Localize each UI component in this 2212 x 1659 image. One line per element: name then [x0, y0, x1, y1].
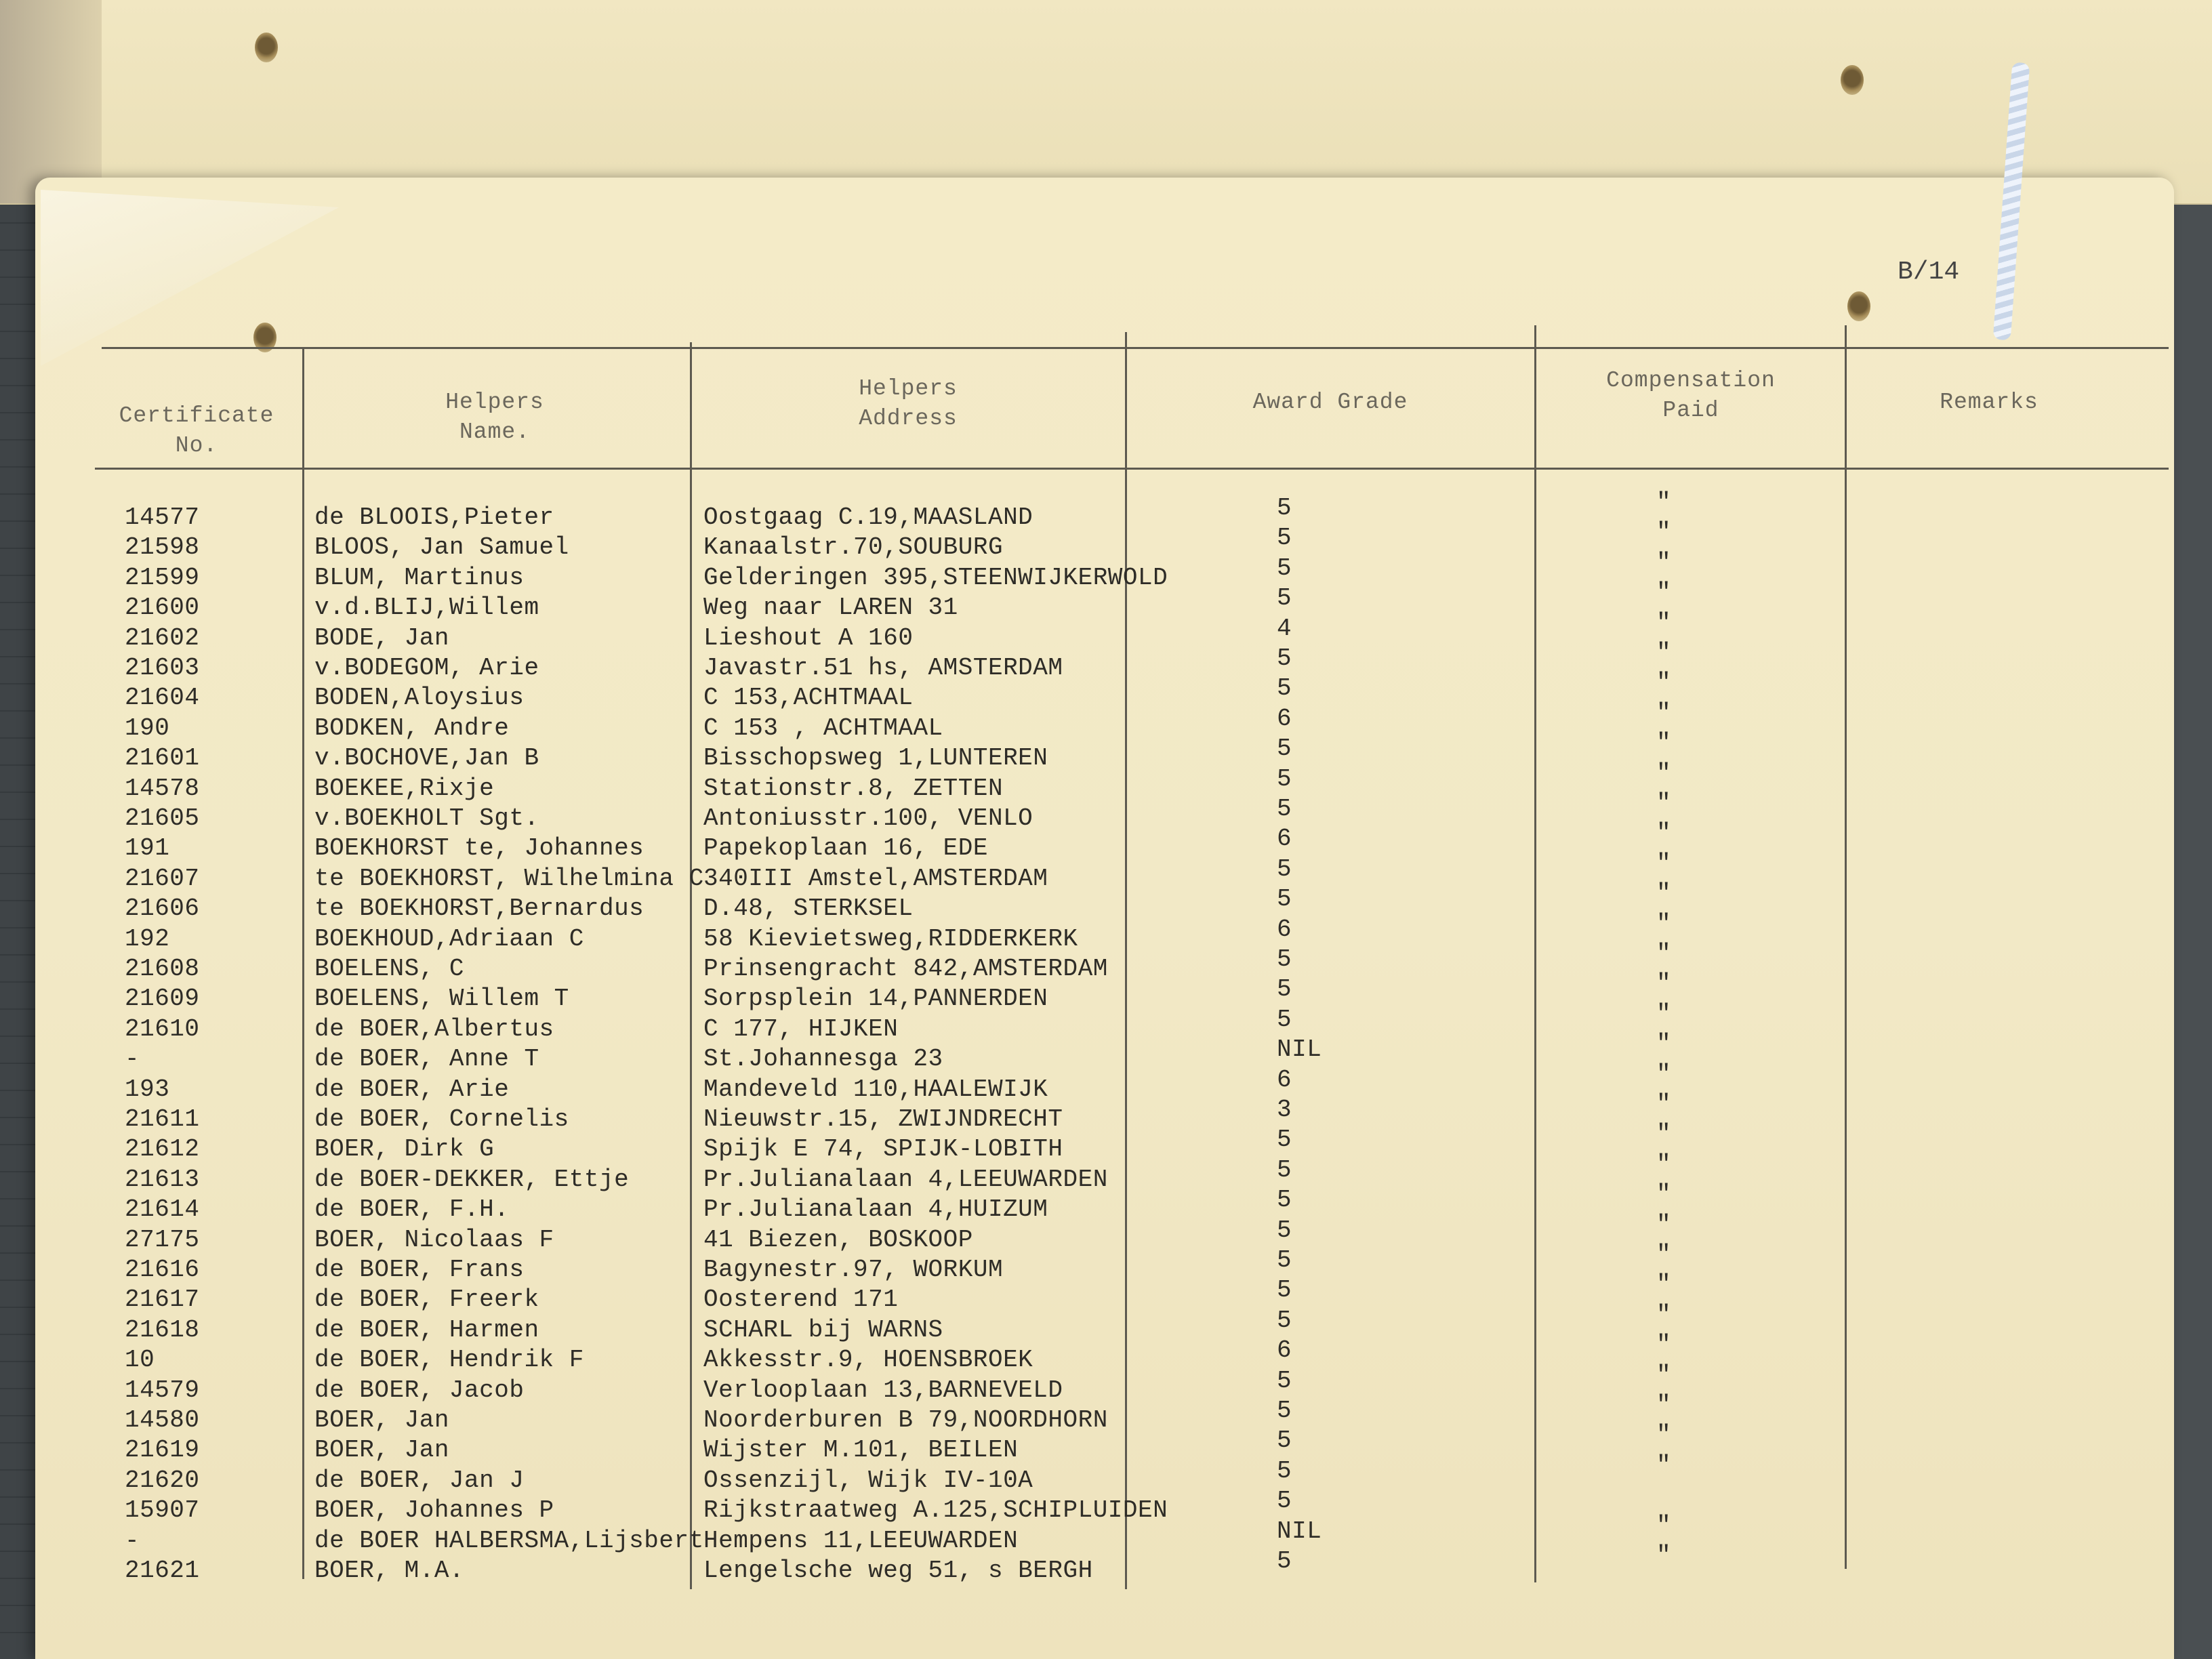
compensation-paid: " — [1656, 1000, 1672, 1028]
compensation-paid: " — [1656, 1451, 1672, 1479]
helper-name: de BOER, Jan J — [314, 1466, 525, 1494]
helper-name: BOER, Nicolaas F — [314, 1225, 554, 1254]
helper-name: BODKEN, Andre — [314, 714, 510, 742]
column-divider — [1125, 332, 1127, 1589]
compensation-paid: " — [1656, 1542, 1672, 1570]
award-grade: 5 — [1277, 524, 1292, 552]
certificate-number: - — [125, 1045, 140, 1073]
certificate-number: 14580 — [125, 1406, 200, 1434]
helper-name: BOER, Jan — [314, 1406, 449, 1434]
compensation-paid: " — [1656, 880, 1672, 908]
compensation-paid: " — [1656, 819, 1672, 848]
certificate-number: 21611 — [125, 1105, 200, 1133]
helper-name: BLOOS, Jan Samuel — [314, 533, 569, 562]
compensation-paid: " — [1656, 699, 1672, 727]
award-grade: 5 — [1277, 1155, 1292, 1184]
certificate-number: 14578 — [125, 774, 200, 802]
helper-name: BODEN,Aloysius — [314, 684, 525, 712]
cover-shadow — [0, 0, 102, 203]
compensation-paid: " — [1656, 1241, 1672, 1269]
helper-name: v.BOEKHOLT Sgt. — [314, 804, 539, 832]
award-grade: 5 — [1277, 855, 1292, 883]
helper-address: Oosterend 171 — [703, 1286, 899, 1314]
award-grade: 5 — [1277, 885, 1292, 914]
header-helpers-name: Helpers Name. — [445, 390, 544, 445]
helper-address: Gelderingen 395,STEENWIJKERWOLD — [703, 563, 1168, 592]
award-grade: 5 — [1277, 1306, 1292, 1334]
helper-address: Lieshout A 160 — [703, 623, 914, 652]
helper-name: te BOEKHORST,Bernardus — [314, 895, 644, 923]
helper-name: BOELENS, C — [314, 955, 465, 983]
certificate-number: 191 — [125, 834, 170, 863]
award-grade: 6 — [1277, 825, 1292, 853]
award-grade: 3 — [1277, 1096, 1292, 1124]
helper-address: Weg naar LAREN 31 — [703, 594, 958, 622]
column-divider — [1845, 325, 1847, 1569]
helper-address: 58 Kievietsweg,RIDDERKERK — [703, 924, 1078, 953]
compensation-paid: " — [1656, 1361, 1672, 1389]
helper-name: de BOER, Cornelis — [314, 1105, 569, 1133]
certificate-number: 21621 — [125, 1557, 200, 1584]
helper-name: BOER, Jan — [314, 1436, 449, 1465]
compensation-paid: " — [1656, 548, 1672, 577]
helper-name: te BOEKHORST, Wilhelmina C — [314, 864, 704, 893]
compensation-paid: " — [1656, 849, 1672, 878]
award-grade: 5 — [1277, 1246, 1292, 1274]
helper-name: de BOER-DEKKER, Ettje — [314, 1165, 630, 1193]
page-reference: B/14 — [1898, 258, 1960, 287]
compensation-paid: " — [1656, 790, 1672, 817]
helper-name: de BOER, Anne T — [314, 1045, 539, 1073]
helper-name: de BOER HALBERSMA,Lijsbert — [314, 1526, 704, 1555]
helper-address: Verlooplaan 13,BARNEVELD — [703, 1376, 1063, 1404]
helper-address: Prinsengracht 842,AMSTERDAM — [703, 955, 1108, 983]
certificate-number: 21603 — [125, 654, 200, 682]
award-grade: 6 — [1277, 915, 1292, 943]
helper-address: SCHARL bij WARNS — [703, 1315, 943, 1344]
helper-address: Sorpsplein 14,PANNERDEN — [703, 985, 1048, 1013]
helper-address: Papekoplaan 16, EDE — [703, 834, 988, 863]
award-grade: 5 — [1277, 1126, 1292, 1154]
helper-name: de BOER, F.H. — [314, 1195, 510, 1224]
compensation-paid: " — [1656, 518, 1672, 547]
award-grade: 5 — [1277, 1216, 1292, 1244]
award-grade: 5 — [1277, 1487, 1292, 1515]
helper-name: v.BOCHOVE,Jan B — [314, 744, 539, 773]
award-grade: 5 — [1277, 945, 1292, 973]
certificate-number: 21612 — [125, 1135, 200, 1164]
award-grade: 5 — [1277, 1186, 1292, 1214]
punch-hole — [1841, 65, 1864, 95]
helper-address: Akkesstr.9, HOENSBROEK — [703, 1346, 1033, 1374]
certificate-number: 21604 — [125, 684, 200, 712]
helper-address: Stationstr.8, ZETTEN — [703, 774, 1004, 802]
certificate-number: 21619 — [125, 1436, 200, 1465]
helper-address: Noorderburen B 79,NOORDHORN — [703, 1406, 1108, 1434]
column-divider — [690, 342, 692, 1589]
compensation-paid: " — [1656, 1271, 1672, 1299]
helper-address: C 153 , ACHTMAAL — [703, 714, 943, 742]
compensation-paid: " — [1656, 1331, 1672, 1359]
helper-name: BOELENS, Willem T — [314, 985, 569, 1013]
helper-name: BOER, Johannes P — [314, 1496, 554, 1525]
header-helpers-address: Helpers Address — [859, 376, 958, 431]
compensation-paid: " — [1656, 1421, 1672, 1450]
certificate-number: 15907 — [125, 1496, 200, 1525]
compensation-paid: " — [1656, 970, 1672, 998]
helper-address: Oostgaag C.19,MAASLAND — [703, 504, 1033, 531]
certificate-number: 21613 — [125, 1165, 200, 1193]
certificate-number: 190 — [125, 714, 170, 742]
certificate-number: 21614 — [125, 1195, 200, 1224]
certificate-number: 21610 — [125, 1015, 200, 1043]
helper-address: Ossenzijl, Wijk IV-10A — [703, 1466, 1033, 1494]
compensation-paid: " — [1656, 1120, 1672, 1149]
helper-name: de BOER, Frans — [314, 1256, 525, 1284]
helper-name: de BLOOIS,Pieter — [314, 504, 554, 531]
certificate-number: - — [125, 1526, 140, 1555]
helper-name: BLUM, Martinus — [314, 563, 525, 592]
helper-address: C 177, HIJKEN — [703, 1015, 899, 1043]
certificate-number: 10 — [125, 1346, 155, 1374]
compensation-paid: " — [1656, 729, 1672, 758]
compensation-paid: " — [1656, 1300, 1672, 1329]
helper-name: BOEKHORST te, Johannes — [314, 834, 644, 863]
helper-name: BOEKEE,Rixje — [314, 774, 495, 802]
helper-address: Rijkstraatweg A.125,SCHIPLUIDEN — [703, 1496, 1168, 1525]
helper-address: Pr.Julianalaan 4,HUIZUM — [703, 1195, 1048, 1224]
certificate-number: 21606 — [125, 895, 200, 923]
award-grade: 5 — [1277, 1547, 1292, 1575]
helper-name: de BOER, Arie — [314, 1075, 510, 1103]
helper-address: 340III Amstel,AMSTERDAM — [703, 864, 1048, 893]
certificate-number: 21599 — [125, 563, 200, 592]
award-grade: 6 — [1277, 1336, 1292, 1365]
compensation-paid: " — [1656, 639, 1672, 667]
header-award-grade: Award Grade — [1252, 390, 1408, 415]
award-grade: 5 — [1277, 674, 1292, 703]
helper-address: St.Johannesga 23 — [703, 1045, 943, 1073]
certificate-number: 21598 — [125, 533, 200, 562]
award-grade: 5 — [1277, 584, 1292, 613]
folder-cover — [0, 0, 2212, 205]
certificate-number: 14579 — [125, 1376, 200, 1404]
punch-hole — [1847, 291, 1870, 321]
compensation-paid: " — [1656, 609, 1672, 637]
certificate-number: 21602 — [125, 623, 200, 652]
award-grade: 5 — [1277, 644, 1292, 672]
award-grade: NIL — [1277, 1036, 1322, 1064]
compensation-paid: " — [1656, 1511, 1672, 1540]
award-grade: 5 — [1277, 1427, 1292, 1455]
helper-name: de BOER,Albertus — [314, 1015, 554, 1043]
certificate-number: 21617 — [125, 1286, 200, 1314]
certificate-number: 14577 — [125, 504, 200, 531]
helper-address: C 153,ACHTMAAL — [703, 684, 914, 712]
award-grade: 6 — [1277, 704, 1292, 733]
header-remarks: Remarks — [1940, 390, 2039, 415]
certificate-number: 21600 — [125, 594, 200, 622]
compensation-paid: " — [1656, 940, 1672, 968]
award-grade: 5 — [1277, 1276, 1292, 1305]
certificate-number: 21605 — [125, 804, 200, 832]
helper-address: Wijster M.101, BEILEN — [703, 1436, 1019, 1465]
award-grade: 5 — [1277, 1005, 1292, 1033]
award-grade: 5 — [1277, 494, 1292, 522]
helper-address: Lengelsche weg 51, s BERGH — [703, 1557, 1093, 1584]
helper-address: Nieuwstr.15, ZWIJNDRECHT — [703, 1105, 1063, 1133]
certificate-number: 21620 — [125, 1466, 200, 1494]
certificate-number: 21607 — [125, 864, 200, 893]
helper-name: BOER, M.A. — [314, 1557, 465, 1584]
punch-hole — [255, 33, 278, 62]
award-grade: 5 — [1277, 1397, 1292, 1425]
award-grade: 5 — [1277, 735, 1292, 763]
header-compensation-paid: Compensation Paid — [1606, 368, 1776, 423]
award-grade: 6 — [1277, 1065, 1292, 1094]
award-grade: 5 — [1277, 1366, 1292, 1395]
compensation-paid: " — [1656, 1181, 1672, 1209]
helper-name: BODE, Jan — [314, 623, 449, 652]
award-grade: 4 — [1277, 614, 1292, 642]
certificate-number: 192 — [125, 924, 170, 953]
certificate-number: 193 — [125, 1075, 170, 1103]
table-top-rule — [102, 347, 2169, 349]
compensation-paid: " — [1656, 909, 1672, 938]
helper-address: Bisschopsweg 1,LUNTEREN — [703, 744, 1048, 773]
helper-address: Javastr.51 hs, AMSTERDAM — [703, 654, 1063, 682]
compensation-paid: " — [1656, 1210, 1672, 1239]
helper-address: Mandeveld 110,HAALEWIJK — [703, 1075, 1048, 1103]
certificate-number: 21608 — [125, 955, 200, 983]
compensation-paid: " — [1656, 1391, 1672, 1419]
helper-address: 41 Biezen, BOSKOOP — [703, 1225, 973, 1254]
compensation-paid: " — [1656, 1030, 1672, 1059]
compensation-paid: " — [1656, 579, 1672, 607]
helper-address: Pr.Julianalaan 4,LEEUWARDEN — [703, 1165, 1108, 1193]
column-divider — [302, 349, 304, 1579]
compensation-paid: " — [1656, 1090, 1672, 1118]
helper-name: de BOER, Harmen — [314, 1315, 539, 1344]
compensation-paid: " — [1656, 669, 1672, 697]
certificate-number: 21601 — [125, 744, 200, 773]
helper-address: Bagynestr.97, WORKUM — [703, 1256, 1004, 1284]
helper-name: v.d.BLIJ,Willem — [314, 594, 539, 622]
award-grade: 5 — [1277, 764, 1292, 793]
header-bottom-rule — [95, 468, 2169, 470]
helper-address: Kanaalstr.70,SOUBURG — [703, 533, 1004, 562]
helper-address: Antoniusstr.100, VENLO — [703, 804, 1033, 832]
helper-name: BOEKHOUD,Adriaan C — [314, 924, 584, 953]
header-certificate-no: Certificate No. — [119, 403, 274, 458]
column-divider — [1534, 325, 1536, 1582]
certificate-number: 27175 — [125, 1225, 200, 1254]
helper-name: v.BODEGOM, Arie — [314, 654, 539, 682]
helper-address: Spijk E 74, SPIJK-LOBITH — [703, 1135, 1063, 1164]
compensation-paid: " — [1656, 489, 1672, 516]
helper-name: de BOER, Hendrik F — [314, 1346, 584, 1374]
helper-address: Hempens 11,LEEUWARDEN — [703, 1526, 1019, 1555]
compensation-paid: " — [1656, 1150, 1672, 1179]
certificate-number: 21618 — [125, 1315, 200, 1344]
helper-name: de BOER, Freerk — [314, 1286, 539, 1314]
award-grade: 5 — [1277, 1456, 1292, 1485]
award-grade: NIL — [1277, 1517, 1322, 1545]
helper-address: D.48, STERKSEL — [703, 895, 914, 923]
award-grade: 5 — [1277, 975, 1292, 1004]
award-grade: 5 — [1277, 795, 1292, 823]
compensation-paid: " — [1656, 1060, 1672, 1088]
helper-name: BOER, Dirk G — [314, 1135, 495, 1164]
certificate-number: 21616 — [125, 1256, 200, 1284]
helper-name: de BOER, Jacob — [314, 1376, 525, 1404]
compensation-paid: " — [1656, 759, 1672, 787]
award-grade: 5 — [1277, 554, 1292, 582]
certificate-number: 21609 — [125, 985, 200, 1013]
